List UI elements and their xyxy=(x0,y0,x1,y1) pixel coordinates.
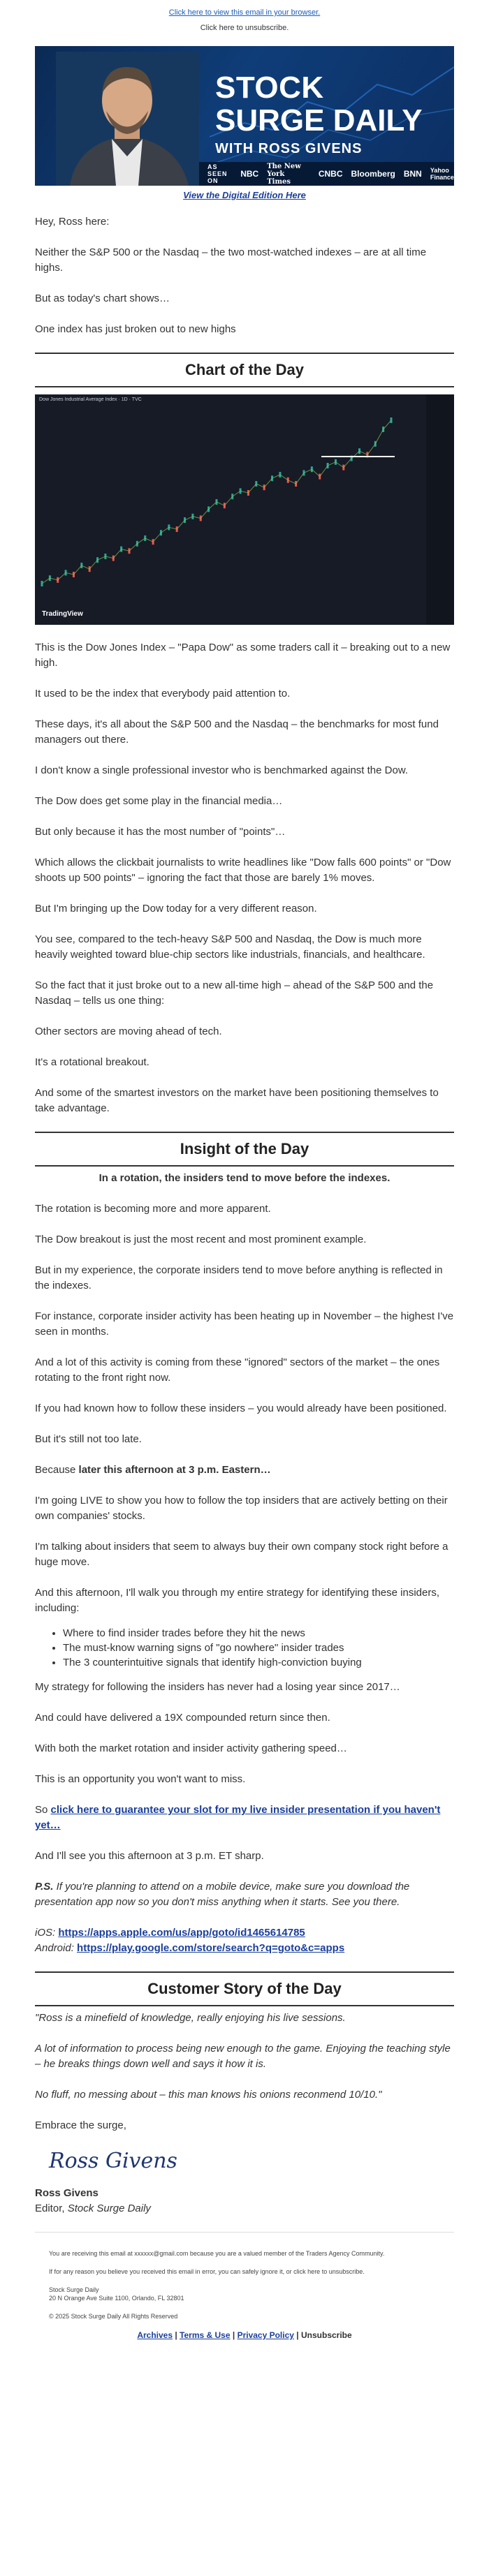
list-item: • The 3 counterintuitive signals that identify high-conviction buying xyxy=(63,1655,454,1670)
footer-copyright: © 2025 Stock Surge Daily All Rights Reserved xyxy=(49,2313,178,2320)
list-item: • Where to find insider trades before they hit the news xyxy=(63,1626,454,1641)
digital-edition xyxy=(35,190,454,200)
body-paragraph: The rotation is becoming more and more apparent. xyxy=(35,1203,271,1215)
android-line xyxy=(35,1941,454,1956)
testimonial-paragraph: "Ross is a minefield of knowledge, really enjoying his live sessions. xyxy=(35,2012,346,2024)
body-paragraph: The Dow breakout is just the most recent and most prominent example. xyxy=(35,1234,367,1245)
because-bold: later this afternoon at 3 p.m. Eastern… xyxy=(78,1464,271,1476)
ios-line xyxy=(35,1925,454,1941)
body-paragraph: I don't know a single professional investor who is benchmarked against the Dow. xyxy=(35,764,408,776)
because-prefix: Because xyxy=(35,1464,79,1476)
section-title-chart: Chart of the Day xyxy=(35,353,454,387)
body-paragraph: For instance, corporate insider activity has been heating up in November – the highest I've seen in months. xyxy=(35,1310,454,1338)
as-seen-on-bar xyxy=(199,162,454,186)
section-title-insight: Insight of the Day xyxy=(35,1132,454,1167)
chart-plot xyxy=(35,404,426,614)
android-app-link[interactable]: https://play.google.com/store/search?q=goto&c=apps xyxy=(77,1942,345,1954)
media-logo: Yahoo Finance xyxy=(430,167,454,181)
author-role xyxy=(35,2201,454,2216)
archives-link[interactable]: Archives xyxy=(137,2330,173,2340)
body-paragraph: With both the market rotation and insider activity gathering speed… xyxy=(35,1742,347,1754)
body-paragraph: And some of the smartest investors on the market have been positioning themselves to take advantage. xyxy=(35,1087,439,1114)
ross-givens-photo xyxy=(56,52,199,186)
ps-paragraph xyxy=(35,1879,454,1910)
role-publication: Stock Surge Daily xyxy=(67,2203,151,2214)
body-paragraph: You see, compared to the tech-heavy S&P 500 and Nasdaq, the Dow is much more heavily weighted toward blue-chip sectors like industrials, financials, and healthcare. xyxy=(35,933,425,961)
body-paragraph: It used to be the index that everybody paid attention to. xyxy=(35,688,291,699)
body-paragraph: This is the Dow Jones Index – "Papa Dow" as some traders call it – breaking out to a new high. xyxy=(35,642,451,669)
terms-link[interactable]: Terms & Use xyxy=(180,2330,231,2340)
intro-paragraph: One index has just broken out to new highs xyxy=(35,323,236,335)
insight-lead: In a rotation, the insiders tend to move before the indexes. xyxy=(98,1172,391,1184)
cta-paragraph xyxy=(35,1803,454,1833)
footer-notice: You are receiving this email at xxxxxx@gmail.com because you are a valued member of the Traders Agency Community. xyxy=(49,2250,385,2257)
body-paragraph: I'm talking about insiders that seem to always buy their own company stock right before a huge move. xyxy=(35,1541,448,1568)
strategy-list xyxy=(35,1626,454,1670)
footer-notice: If for any reason you believe you received this email in error, you can safely ignore it, or click here to unsubscribe. xyxy=(49,2268,365,2275)
body-paragraph: I'm going LIVE to show you how to follow the top insiders that are actively betting on their own companies' stocks. xyxy=(35,1495,448,1522)
body-paragraph: And this afternoon, I'll walk you through my entire strategy for identifying these insiders, including: xyxy=(35,1587,439,1614)
live-presentation-link[interactable]: click here to guarantee your slot for my live insider presentation if you haven't yet… xyxy=(35,1804,441,1831)
signature: Ross Givens xyxy=(49,2149,177,2173)
section-title-customer: Customer Story of the Day xyxy=(35,1971,454,2006)
price-line xyxy=(42,420,391,584)
ios-app-link[interactable]: https://apps.apple.com/us/app/goto/id1465614785 xyxy=(58,1927,305,1939)
body-paragraph: These days, it's all about the S&P 500 and the Nasdaq – the benchmarks for most fund managers out there. xyxy=(35,718,439,746)
body-paragraph: But it's still not too late. xyxy=(35,1433,142,1445)
body-paragraph: So the fact that it just broke out to a new all-time high – ahead of the S&P 500 and the Nasdaq – tells us one thing: xyxy=(35,979,434,1007)
body-paragraph: But in my experience, the corporate insiders tend to move before anything is reflected in the indexes. xyxy=(35,1264,443,1291)
body-paragraph: My strategy for following the insiders has never had a losing year since 2017… xyxy=(35,1681,400,1693)
testimonial-paragraph: No fluff, no messing about – this man knows his onions reconmend 10/10." xyxy=(35,2089,382,2101)
android-label: Android: xyxy=(35,1942,78,1954)
footer-nav: Archives | Terms & Use | Privacy Policy | Unsubscribe xyxy=(137,2330,352,2340)
testimonial-paragraph: A lot of information to process being new enough to the game. Enjoying the teaching style – he breaks things down well and says it how it is. xyxy=(35,2043,451,2070)
body-paragraph: It's a rotational breakout. xyxy=(35,1056,149,1068)
body-paragraph: And I'll see you this afternoon at 3 p.m. ET sharp. xyxy=(35,1850,264,1862)
view-in-browser-link[interactable]: Click here to view this email in your browser. xyxy=(168,8,321,17)
intro-paragraph: Neither the S&P 500 or the Nasdaq – the two most-watched indexes – are at all time highs. xyxy=(35,246,427,274)
cta-prefix: So xyxy=(35,1804,51,1816)
body-paragraph: The Dow does get some play in the financial media… xyxy=(35,795,283,807)
role-prefix: Editor, xyxy=(35,2203,68,2214)
email-body xyxy=(35,214,454,2216)
ios-label: iOS: xyxy=(35,1927,59,1939)
media-logo: CNBC xyxy=(318,169,343,179)
banner-title-line1: STOCK xyxy=(215,71,324,105)
body-paragraph: This is an opportunity you won't want to miss. xyxy=(35,1773,246,1785)
footer-address: Stock Surge Daily xyxy=(49,2286,99,2293)
preheader xyxy=(0,0,489,32)
footer-address: 20 N Orange Ave Suite 1100, Orlando, FL 32801 xyxy=(49,2295,184,2302)
signoff: Embrace the surge, xyxy=(35,2119,126,2131)
chart-header: Dow Jones Industrial Average Index · 1D · TVC xyxy=(39,397,142,402)
media-logo: BNN xyxy=(403,169,422,179)
body-paragraph: Other sectors are moving ahead of tech. xyxy=(35,1026,222,1037)
privacy-link[interactable]: Privacy Policy xyxy=(237,2330,294,2340)
as-seen-on-label: AS SEEN ON xyxy=(207,163,228,184)
media-logo: The New York Times xyxy=(267,162,301,186)
media-logo: NBC xyxy=(240,169,259,179)
because-paragraph xyxy=(35,1463,454,1478)
list-item: • The must-know warning signs of "go nowhere" insider trades xyxy=(63,1641,454,1655)
digital-edition-link[interactable]: View the Digital Edition Here xyxy=(183,190,306,200)
body-paragraph: If you had known how to follow these insiders – you would already have been positioned. xyxy=(35,1402,447,1414)
tradingview-logo: TradingView xyxy=(42,610,83,618)
chart-price-axis xyxy=(426,394,454,625)
body-paragraph: And a lot of this activity is coming from these "ignored" sectors of the market – the ones rotating to the front right now. xyxy=(35,1356,440,1384)
body-paragraph: And could have delivered a 19X compounded return since then. xyxy=(35,1712,330,1724)
body-paragraph: But I'm bringing up the Dow today for a very different reason. xyxy=(35,903,317,915)
banner-title-line2: SURGE DAILY xyxy=(215,103,423,138)
dow-jones-chart xyxy=(35,394,454,625)
unsubscribe-footer-link[interactable]: Unsubscribe xyxy=(300,2330,352,2340)
unsubscribe-text[interactable]: Click here to unsubscribe. xyxy=(200,24,289,32)
author-name: Ross Givens xyxy=(35,2187,98,2199)
ps-label: P.S. xyxy=(35,1881,54,1893)
intro-paragraph: Hey, Ross here: xyxy=(35,216,110,228)
body-paragraph: Which allows the clickbait journalists to write headlines like "Dow falls 600 points" or "Dow shoots up 500 points" – ignoring the fact that those are barely 1% moves. xyxy=(35,857,451,884)
banner-subtitle: WITH ROSS GIVENS xyxy=(215,141,363,156)
header-banner xyxy=(35,46,454,186)
body-paragraph: But only because it has the most number of "points"… xyxy=(35,826,286,838)
footer xyxy=(35,2232,454,2340)
intro-paragraph: But as today's chart shows… xyxy=(35,293,170,304)
media-logo: Bloomberg xyxy=(351,169,395,179)
ps-text: If you're planning to attend on a mobile device, make sure you download the presentation app now so you don't miss anything when it starts. See you there. xyxy=(35,1881,410,1908)
